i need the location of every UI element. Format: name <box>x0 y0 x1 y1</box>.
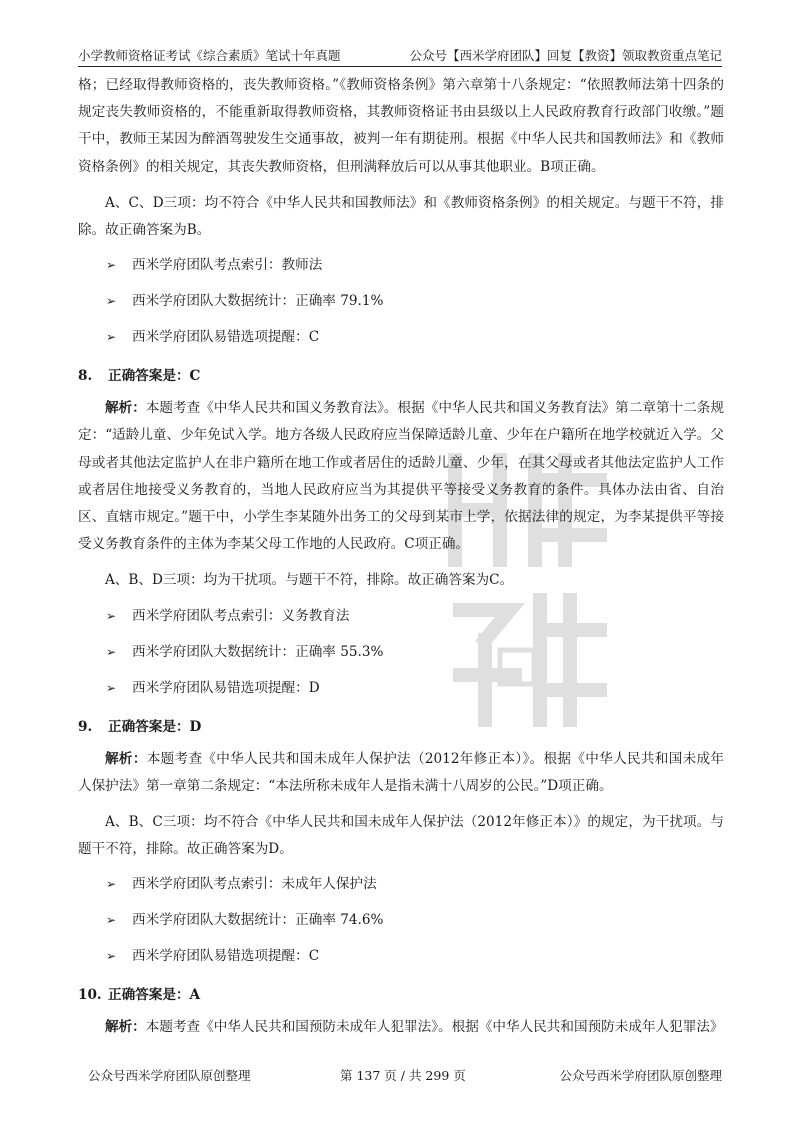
paragraph <box>78 395 724 558</box>
arrow-bullet-icon: ➢ <box>106 258 117 273</box>
analysis-text: 本题考查《中华人民共和国未成年人保护法（2012年修正本）》。根据《中华人民共和国未成年人保护法》第一章第二条规定：“本法所称未成年人是指未满十八周岁的公民。”D项正确。 <box>78 750 725 794</box>
arrow-bullet-icon: ➢ <box>106 294 117 309</box>
bullet-item <box>78 253 724 277</box>
question-heading <box>78 714 724 740</box>
bullet-text: 西米学府团队易错选项提醒：D <box>132 679 320 696</box>
bullet-item <box>78 325 724 349</box>
page-number: 第 137 页 / 共 299 页 <box>340 1068 466 1083</box>
question-number: 8. <box>78 368 93 385</box>
arrow-bullet-icon: ➢ <box>106 644 117 659</box>
bullet-text: 西米学府团队考点索引：教师法 <box>132 257 323 274</box>
footer-left: 公众号西米学府团队原创整理 <box>88 1068 251 1083</box>
footer-right: 公众号西米学府团队原创整理 <box>559 1068 722 1083</box>
bullet-item <box>78 676 724 700</box>
bullet-text: 西米学府团队易错选项提醒：C <box>132 329 320 346</box>
paragraph: A、B、C三项：均不符合《中华人民共和国未成年人保护法（2012年修正本）》的规定，为干扰项。与题干不符，排除。故正确答案为D。 <box>78 814 724 858</box>
paragraph <box>78 1014 724 1041</box>
arrow-bullet-icon: ➢ <box>106 608 117 623</box>
answer-text: 正确答案是：D <box>108 718 202 735</box>
page-header <box>78 44 722 67</box>
bullet-text: 西米学府团队考点索引：未成年人保护法 <box>132 876 377 893</box>
bullet-item <box>78 908 724 932</box>
paragraph: A、C、D三项：均不符合《中华人民共和国教师法》和《教师资格条例》的相关规定。与题干不符，排除。故正确答案为B。 <box>78 194 724 239</box>
bullet-item <box>78 289 724 313</box>
arrow-bullet-icon: ➢ <box>106 680 117 695</box>
answer-text: 正确答案是：C <box>108 368 201 385</box>
bullet-text: 西米学府团队大数据统计：正确率 79.1% <box>132 293 384 310</box>
paragraph <box>78 746 724 800</box>
paragraph: A、B、D三项：均为干扰项。与题干不符，排除。故正确答案为C。 <box>105 572 514 589</box>
arrow-bullet-icon: ➢ <box>106 877 117 892</box>
analysis-text: 本题考查《中华人民共和国预防未成年人犯罪法》。根据《中华人民共和国预防未成年人犯罪法》 <box>145 1019 724 1036</box>
analysis-text: 本题考查《中华人民共和国义务教育法》。根据《中华人民共和国义务教育法》第二章第十二条规定：“适龄儿童、少年免试入学。地方各级人民政府应当保障适龄儿童、少年在户籍所在地学校就近入学。父母或者其他法定监护人在非户籍所在地工作或者居住的适龄儿童、少年，在其父母或者其他法定监护人工作或者居住地接受义务教育的，当地人民政府应当为其提供平等接受义务教育的条件。具体办法由省、自治区、直辖市规定。”题干中，小学生李某随外出务工的父母到某市上学，依据法律的规定，为李某提供平等接受义务教育条件的主体为李某父母工作地的人民政府。C项正确。 <box>78 400 725 553</box>
bullet-item <box>78 604 724 628</box>
bullet-item <box>78 872 724 896</box>
analysis-label: 解析： <box>105 400 146 417</box>
header-title: 小学教师资格证考试《综合素质》笔试十年真题 <box>78 48 341 63</box>
arrow-bullet-icon: ➢ <box>106 330 117 345</box>
arrow-bullet-icon: ➢ <box>106 949 117 964</box>
analysis-label: 解析： <box>105 750 147 767</box>
question-heading <box>78 982 724 1008</box>
question-heading <box>78 363 724 389</box>
bullet-text: 西米学府团队易错选项提醒：C <box>132 948 320 965</box>
header-promo: 公众号【西米学府团队】回复【教资】领取教资重点笔记 <box>409 48 722 63</box>
bullet-text: 西米学府团队大数据统计：正确率 74.6% <box>132 912 384 929</box>
bullet-text: 西米学府团队考点索引：义务教育法 <box>132 607 350 624</box>
question-number: 10. <box>78 987 102 1004</box>
bullet-text: 西米学府团队大数据统计：正确率 55.3% <box>132 643 384 660</box>
bullet-item <box>78 944 724 968</box>
paragraph: 格；已经取得教师资格的，丧失教师资格。”《教师资格条例》第六章第十八条规定：“依照教师法第十四条的规定丧失教师资格的，不能重新取得教师资格，其教师资格证书由县级以上人民政府教育行政部门收缴。”题干中，教师王某因为醉酒驾驶发生交通事故，被判一年有期徒刑。根据《中华人民共和国教师法》和《教师资格条例》的相关规定，其丧失教师资格，但刑满释放后可以从事其他职业。B项正确。 <box>78 77 724 175</box>
answer-text: 正确答案是：A <box>108 987 201 1004</box>
page-footer <box>78 1066 722 1088</box>
page-content <box>78 72 724 1051</box>
bullet-item <box>78 640 724 664</box>
arrow-bullet-icon: ➢ <box>106 913 117 928</box>
question-number: 9. <box>78 718 93 735</box>
analysis-label: 解析： <box>105 1019 146 1036</box>
